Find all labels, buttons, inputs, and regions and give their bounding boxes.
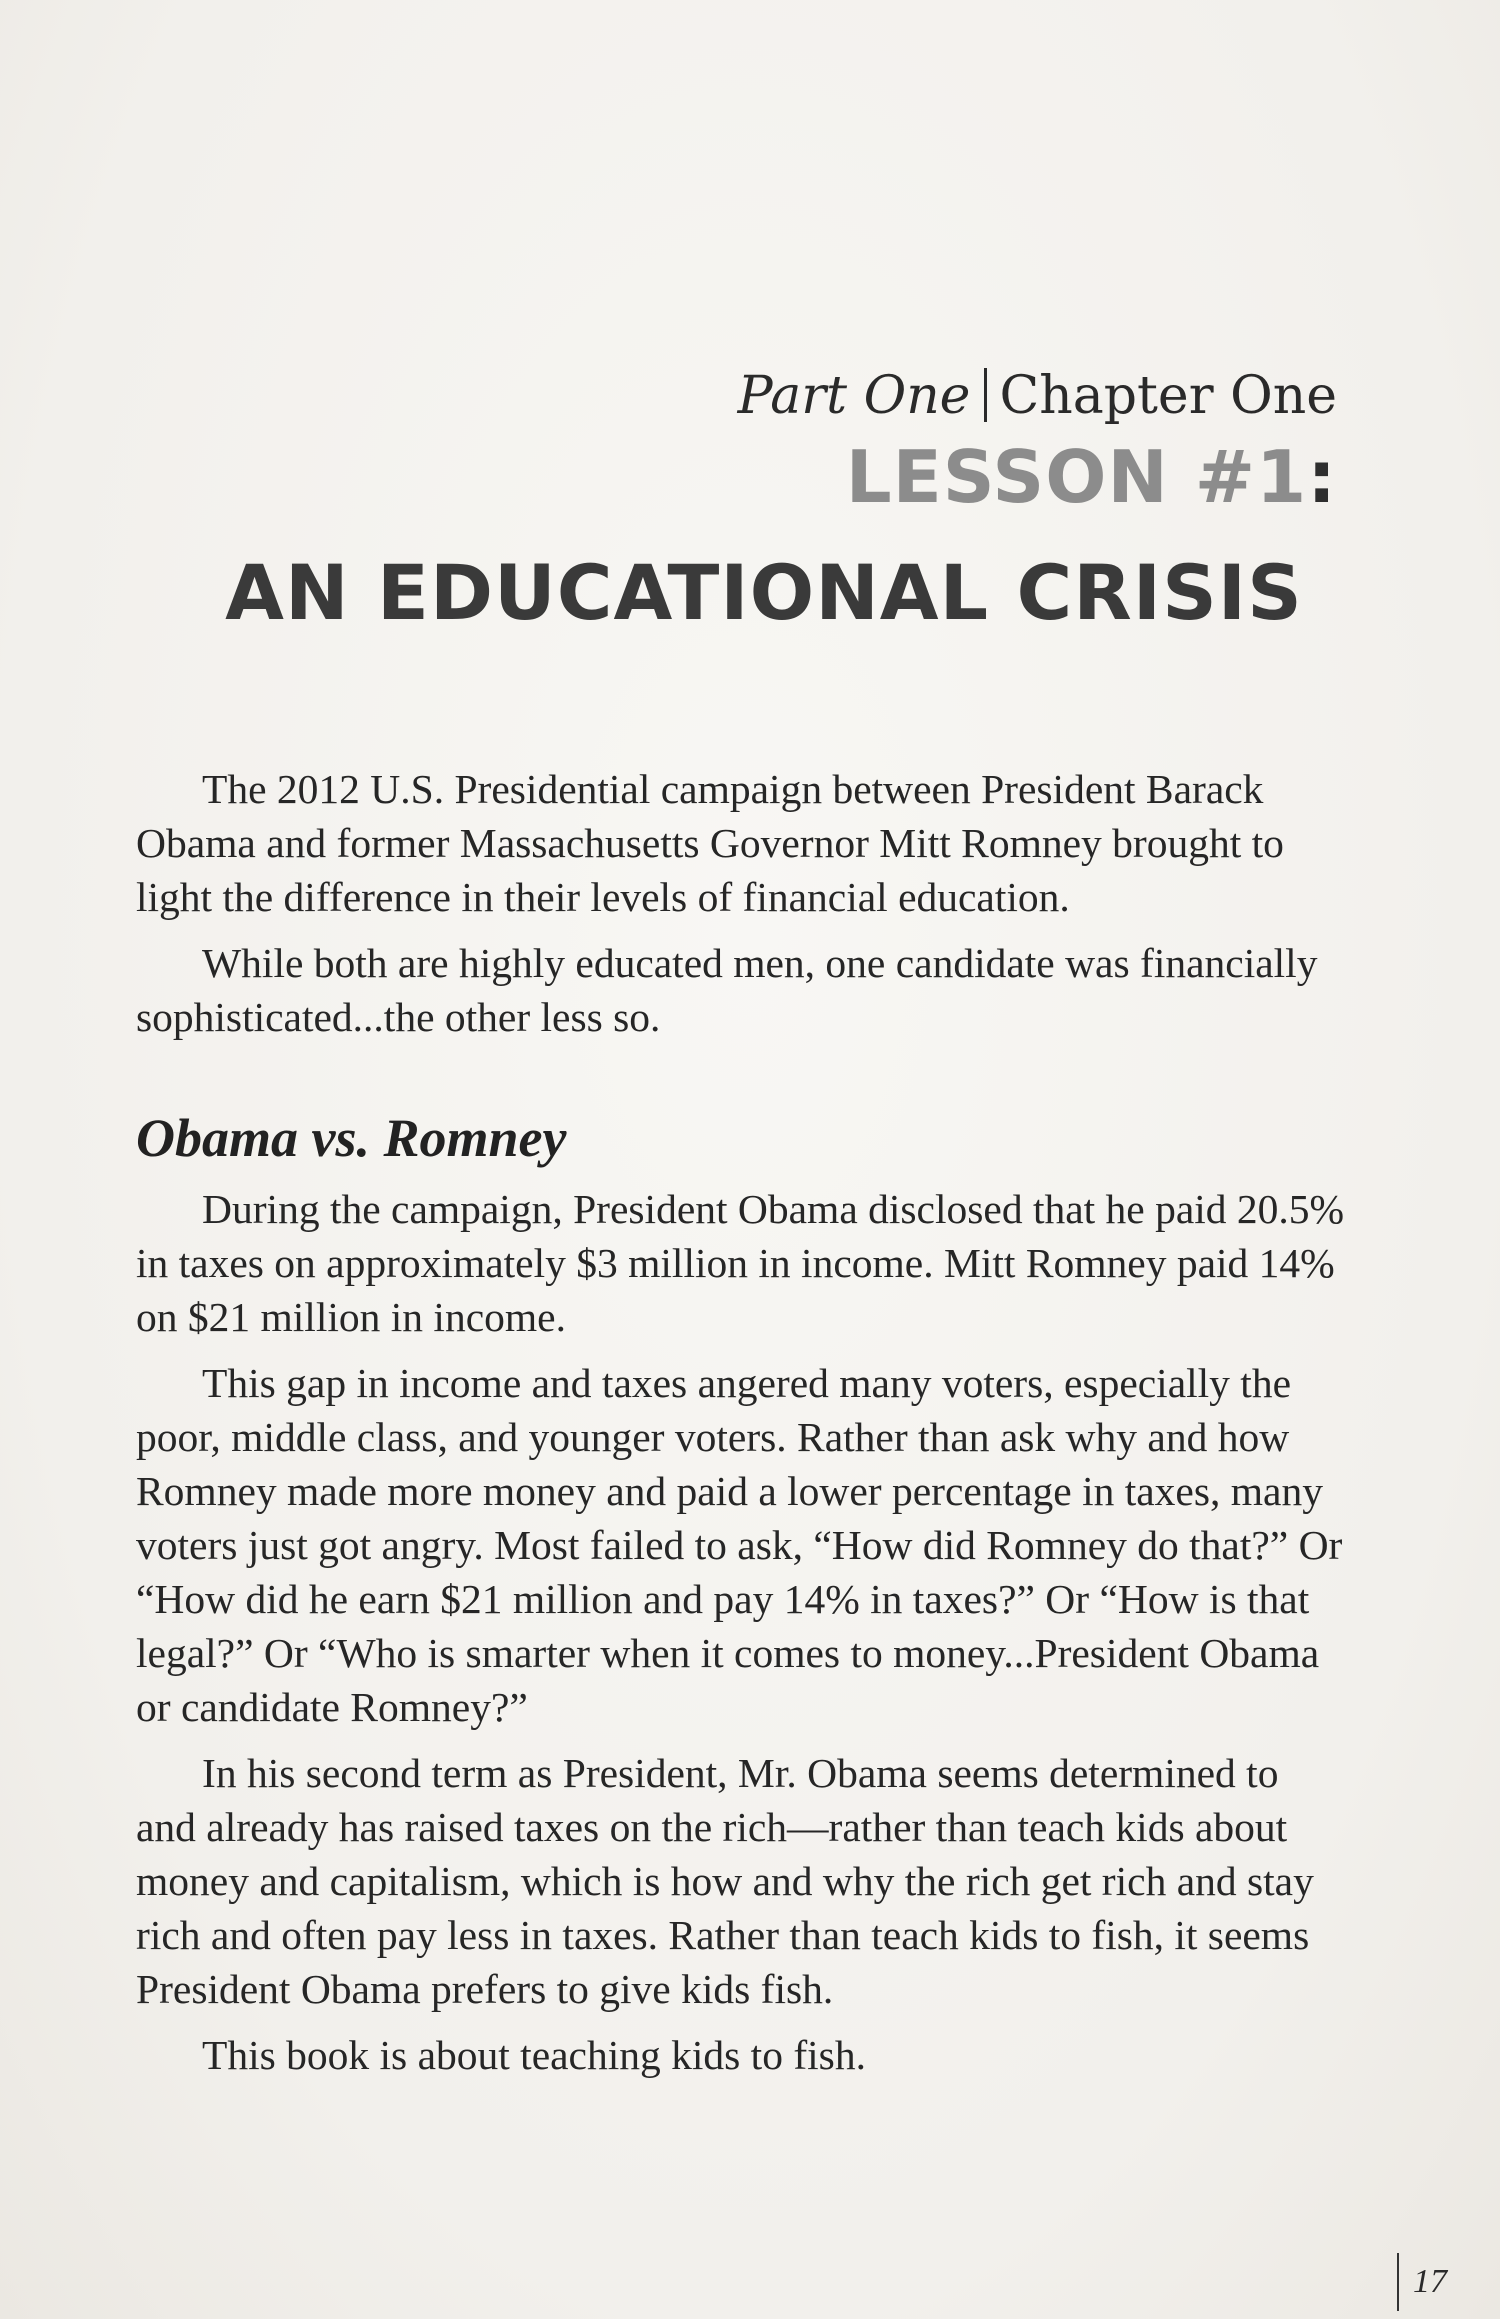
page-footer [1397,2252,1447,2312]
chapter-header [738,366,1337,520]
chapter-title: AN EDUCATIONAL CRISIS [225,548,1303,637]
paragraph: During the campaign, President Obama disclosed that he paid 20.5% in taxes on approximately $3 million in income. Mitt Romney paid 14% on $21 million in income. [136,1186,1345,1340]
section-text [136,1182,1346,2094]
page-number: 17 [1413,2263,1447,2300]
lesson-label: LESSON #1 [845,435,1308,519]
paragraph: While both are highly educated men, one candidate was financially sophisticated...the other less so. [136,940,1318,1040]
paragraph: The 2012 U.S. Presidential campaign between President Barack Obama and former Massachusetts Governor Mitt Romney brought to light the difference in their levels of financial education. [136,766,1284,920]
lesson-heading [738,434,1337,520]
intro-text [136,762,1346,1056]
lesson-colon: : [1307,435,1337,519]
part-chapter-line [738,366,1337,426]
chapter-label: Chapter One [999,366,1337,426]
divider-bar [984,368,987,422]
part-label: Part One [737,366,971,426]
paragraph: This gap in income and taxes angered many voters, especially the poor, middle class, and younger voters. Rather than ask why and how Romney made more money and paid a lower percentage in taxes, many voters just got angry. Most failed to ask, “How did Romney do that?” Or “How did he earn $21 million and pay 14% in taxes?” Or “How is that legal?” Or “Who is smarter when it comes to money...President Obama or candidate Romney?” [136,1360,1343,1730]
paragraph: In his second term as President, Mr. Obama seems determined to and already has raised taxes on the rich—rather than teach kids about money and capitalism, which is how and why the rich get rich and stay rich and often pay less in taxes. Rather than teach kids to fish, it seems President Obama prefers to give kids fish. [136,1750,1314,2012]
section-heading: Obama vs. Romney [136,1108,567,1168]
folio-rule [1397,2253,1399,2311]
paragraph: This book is about teaching kids to fish. [202,2032,866,2078]
